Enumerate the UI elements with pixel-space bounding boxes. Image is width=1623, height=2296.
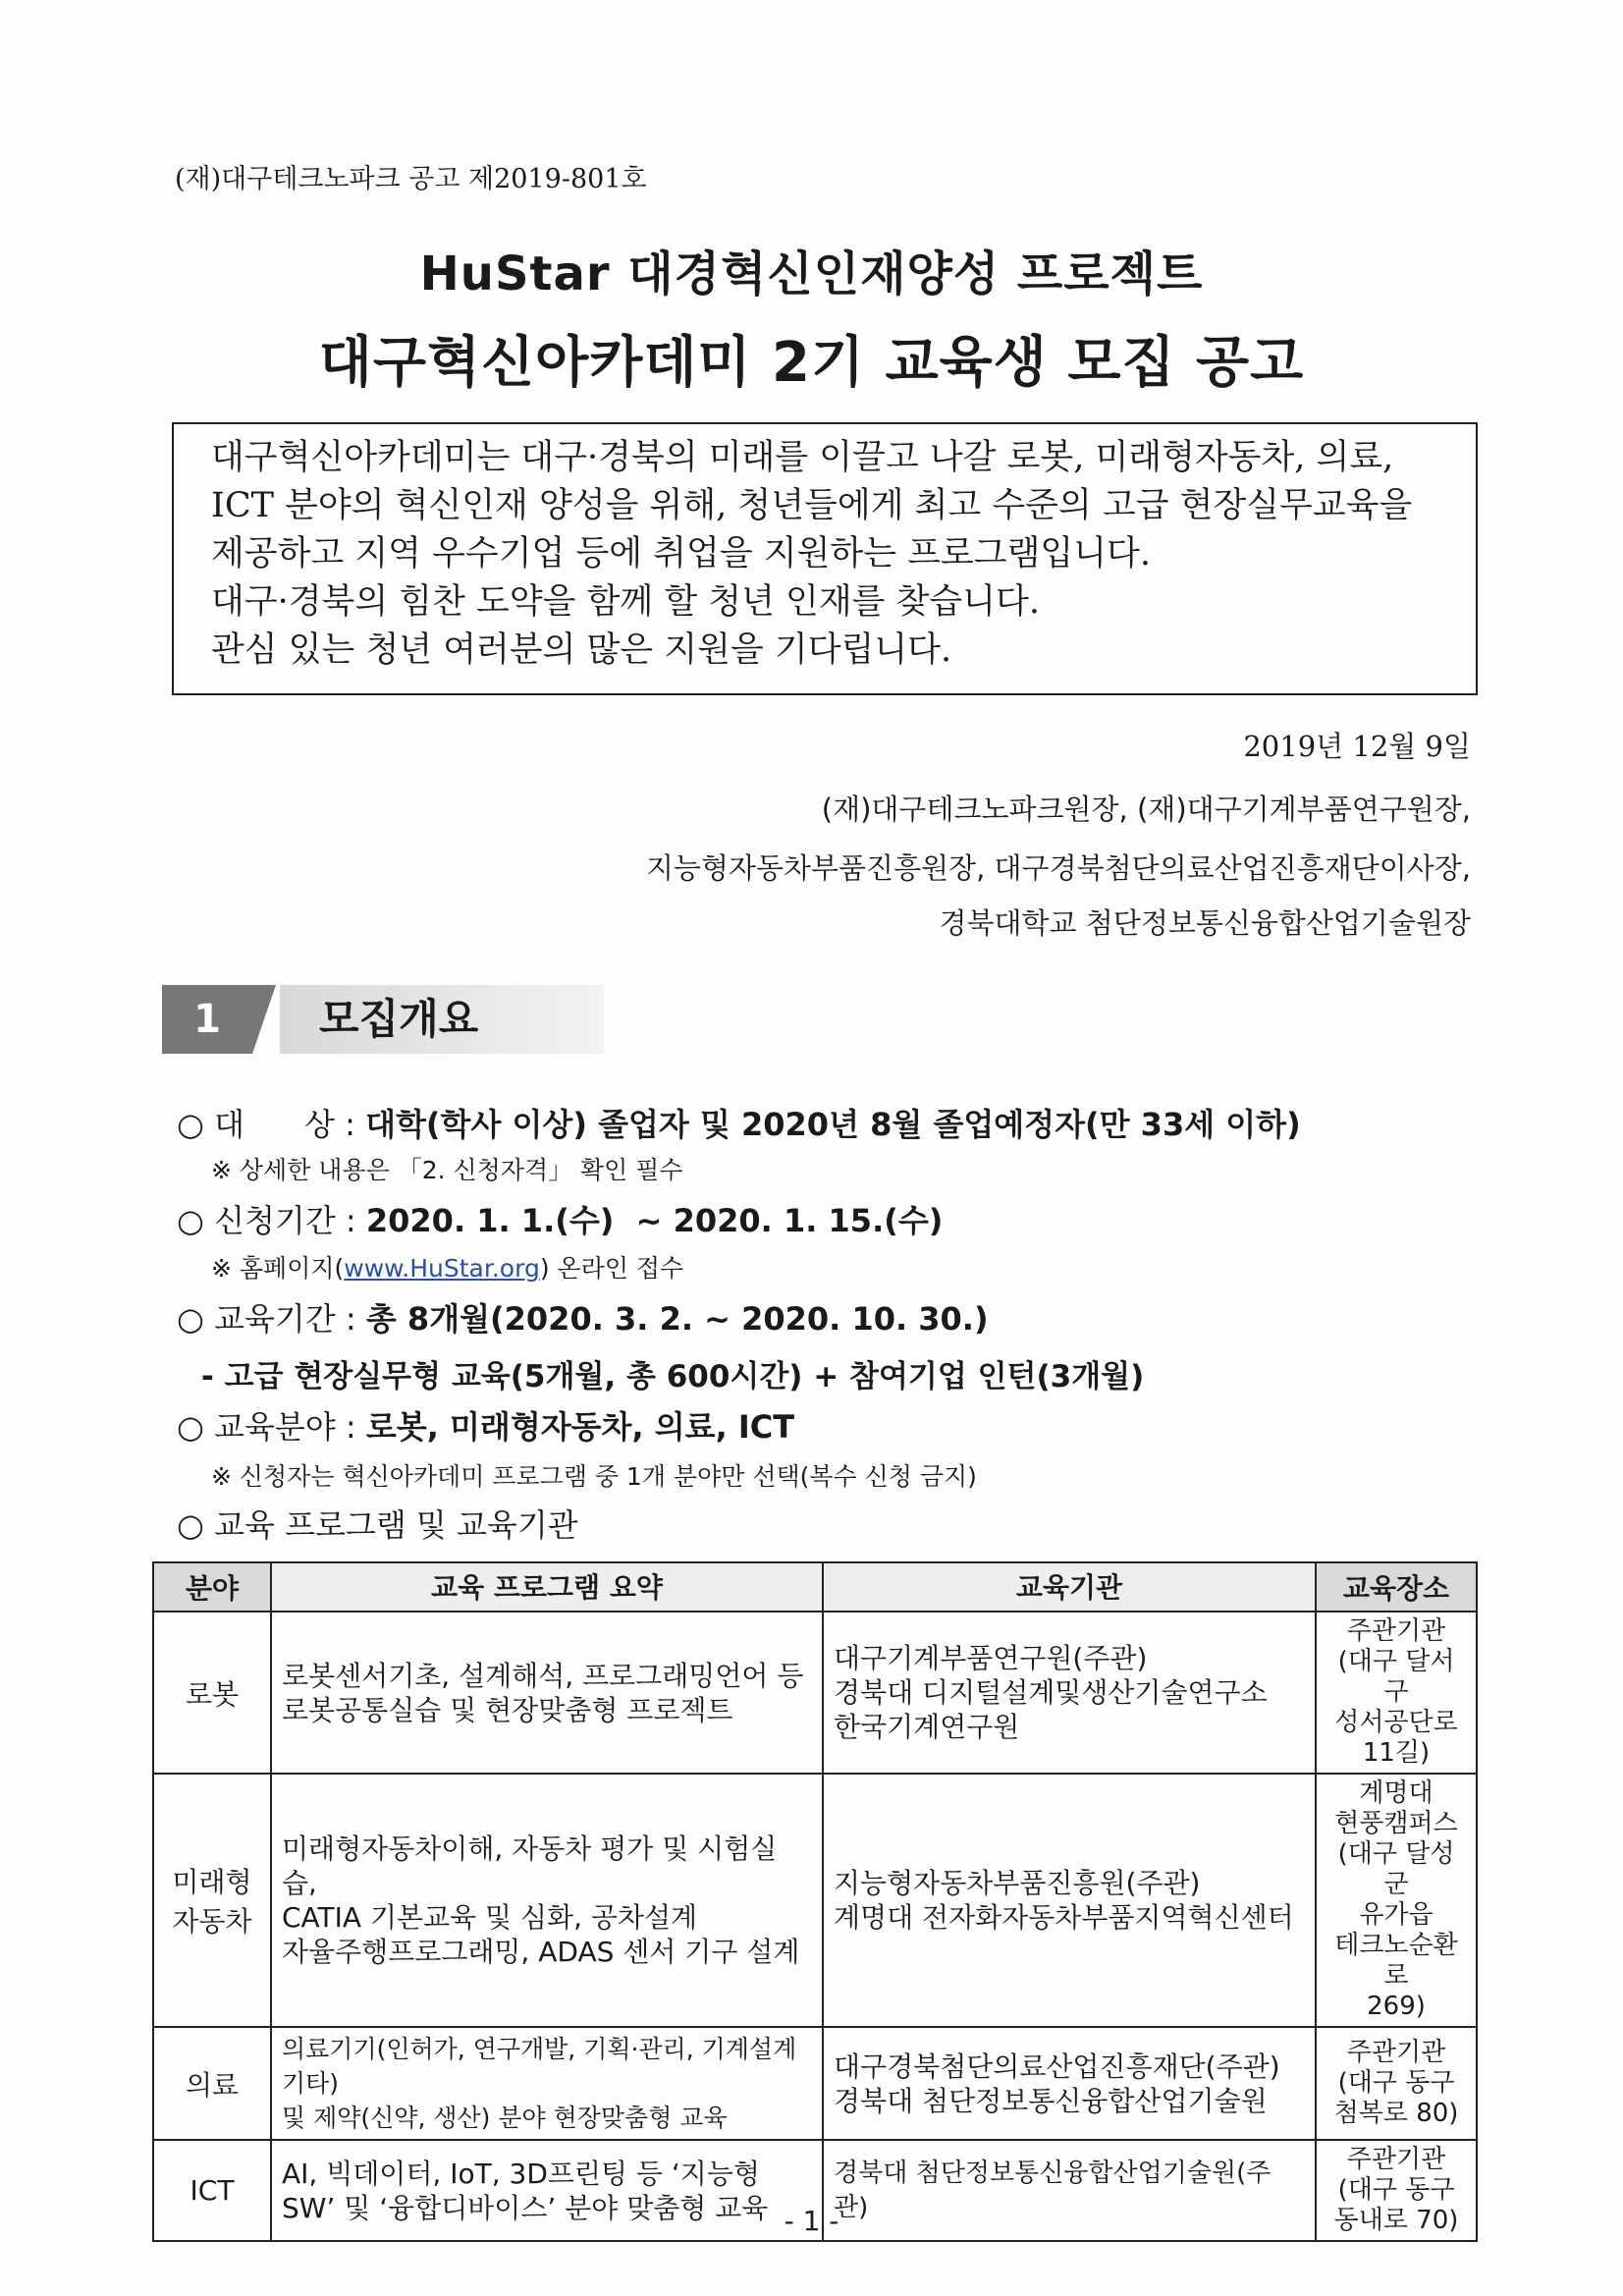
apply-note <box>211 1249 683 1285</box>
cell-field: 미래형 자동차 <box>153 1774 271 2027</box>
table-row <box>153 2027 1477 2140</box>
target-value: 대학(학사 이상) 졸업자 및 2020년 8월 졸업예정자(만 33세 이하) <box>365 1106 1301 1143</box>
target-note: ※ 상세한 내용은 「2. 신청자격」 확인 필수 <box>211 1156 683 1184</box>
signer-line: (재)대구테크노파크원장, (재)대구기계부품연구원장, <box>821 793 1471 826</box>
cell-summary: 미래형자동차이해, 자동차 평가 및 시험실습, CATIA 기본교육 및 심화, 공차설계 자율주행프로그래밍, ADAS 센서 기구 설계 <box>271 1774 823 2027</box>
apply-label: ○ 신청기간 : <box>177 1202 356 1239</box>
apply-note-pre: ※ 홈페이지( <box>211 1254 345 1283</box>
header-location: 교육장소 <box>1316 1562 1477 1612</box>
homepage-link[interactable]: www.HuStar.org <box>344 1254 540 1283</box>
apply-row <box>177 1196 943 1241</box>
intro-line: 제공하고 지역 우수기업 등에 취업을 지원하는 프로그램입니다. <box>211 534 1151 574</box>
cell-location: 주관기관 (대구 동구 동내로 70) <box>1316 2140 1477 2241</box>
edu-period-label: ○ 교육기간 : <box>177 1300 356 1338</box>
notice-number: (재)대구테크노파크 공고 제2019-801호 <box>175 164 647 194</box>
intro-line: ICT 분야의 혁신인재 양성을 위해, 청년들에게 최고 수준의 고급 현장실무교육을 <box>211 486 1413 525</box>
intro-line: 대구·경북의 힘찬 도약을 함께 할 청년 인재를 찾습니다. <box>211 582 1040 622</box>
title-line-2: 대구혁신아카데미 2기 교육생 모집 공고 <box>318 331 1305 395</box>
cell-location: 주관기관 (대구 동구 첨복로 80) <box>1316 2027 1477 2140</box>
signer-line: 지능형자동차부품진흥원장, 대구경북첨단의료산업진흥재단이사장, <box>645 851 1471 885</box>
cell-institution: 대구기계부품연구원(주관) 경북대 디지털설계및생산기술연구소 한국기계연구원 <box>823 1612 1316 1774</box>
intro-box <box>172 422 1478 695</box>
cell-summary: AI, 빅데이터, IoT, 3D프린팅 등 ‘지능형 SW’ 및 ‘융합디바이스’ 분야 맞춤형 교육 <box>271 2140 823 2241</box>
notice-date: 2019년 12월 9일 <box>1243 730 1471 763</box>
cell-institution: 대구경북첨단의료산업진흥재단(주관) 경북대 첨단정보통신융합산업기술원 <box>823 2027 1316 2140</box>
cell-field: ICT <box>153 2140 271 2241</box>
program-table <box>152 1561 1478 2242</box>
header-summary: 교육 프로그램 요약 <box>271 1562 823 1612</box>
edu-period-sub: - 고급 현장실무형 교육(5개월, 총 600시간) + 참여기업 인턴(3개월) <box>201 1359 1145 1394</box>
field-row <box>177 1402 794 1448</box>
apply-value: 2020. 1. 1.(수) ~ 2020. 1. 15.(수) <box>365 1202 944 1239</box>
target-row <box>177 1100 1301 1145</box>
header-field: 분야 <box>153 1562 271 1612</box>
section-header <box>162 985 535 1054</box>
signer-line: 경북대학교 첨단정보통신융합산업기술원장 <box>939 906 1471 940</box>
table-header-row <box>153 1562 1477 1612</box>
cell-summary: 의료기기(인허가, 연구개발, 기획·관리, 기계설계기타) 및 제약(신약, 생산) 분야 현장맞춤형 교육 <box>271 2027 823 2140</box>
cell-institution: 경북대 첨단정보통신융합산업기술원(주관) <box>823 2140 1316 2241</box>
apply-note-post: ) 온라인 접수 <box>539 1254 684 1283</box>
field-note: ※ 신청자는 혁신아카데미 프로그램 중 1개 분야만 선택(복수 신청 금지) <box>211 1462 977 1491</box>
page-number: - 1 - <box>784 2205 839 2237</box>
field-value: 로봇, 미래형자동차, 의료, ICT <box>365 1408 795 1446</box>
intro-line: 관심 있는 청년 여러분의 많은 지원을 기다립니다. <box>211 630 952 670</box>
cell-summary: 로봇센서기초, 설계해석, 프로그래밍언어 등 로봇공통실습 및 현장맞춤형 프로젝트 <box>271 1612 823 1774</box>
title-line-1: HuStar 대경혁신인재양성 프로젝트 <box>419 246 1204 301</box>
section-number: 1 <box>162 985 252 1054</box>
target-label: ○ 대 상 : <box>177 1106 355 1143</box>
field-label: ○ 교육분야 : <box>177 1408 356 1446</box>
cell-location: 주관기관 (대구 달서구 성서공단로 11길) <box>1316 1612 1477 1774</box>
section-title: 모집개요 <box>319 995 479 1043</box>
program-label: ○ 교육 프로그램 및 교육기관 <box>177 1506 578 1544</box>
header-institution: 교육기관 <box>823 1562 1316 1612</box>
cell-location: 계명대 현풍캠퍼스 (대구 달성군 유가읍 테크노순환로 269) <box>1316 1774 1477 2027</box>
table-row <box>153 1612 1477 1774</box>
intro-line: 대구혁신아카데미는 대구·경북의 미래를 이끌고 나갈 로봇, 미래형자동차, 의료, <box>211 438 1394 477</box>
edu-period-value: 총 8개월(2020. 3. 2. ~ 2020. 10. 30.) <box>365 1300 989 1338</box>
cell-institution: 지능형자동차부품진흥원(주관) 계명대 전자화자동차부품지역혁신센터 <box>823 1774 1316 2027</box>
cell-field: 로봇 <box>153 1612 271 1774</box>
edu-period-row <box>177 1294 989 1339</box>
cell-field: 의료 <box>153 2027 271 2140</box>
table-row <box>153 1774 1477 2027</box>
